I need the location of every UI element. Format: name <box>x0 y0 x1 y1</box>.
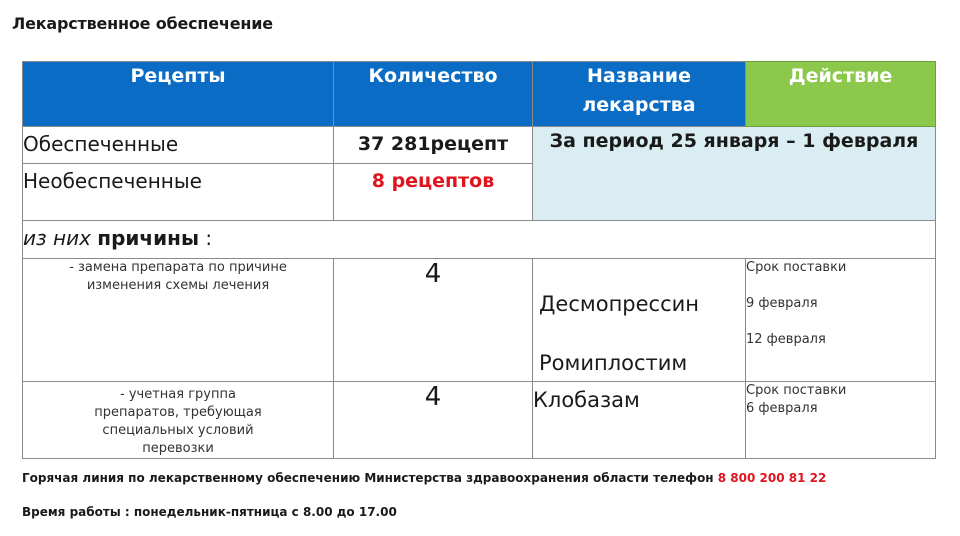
unprovided-label: Необеспеченные <box>23 164 334 221</box>
table-row <box>23 127 936 164</box>
table-row <box>23 259 936 382</box>
reasons-header-row <box>23 221 936 259</box>
working-hours: Время работы : понедельник-пятница с 8.00 до 17.00 <box>22 505 397 519</box>
reasons-header <box>23 221 936 259</box>
drug-name: Ромиплостим <box>539 351 688 375</box>
action-line: Срок поставки <box>746 383 847 398</box>
reason-quantity: 4 <box>334 259 533 382</box>
reasons-bold: причины <box>97 226 200 250</box>
reason-text: - замена препарата по причине изменения схемы лечения <box>23 259 334 382</box>
action-line: Срок поставки <box>746 260 847 275</box>
drug-name: Клобазам <box>533 388 640 412</box>
hotline-text <box>22 471 826 485</box>
period-cell: За период 25 января – 1 февраля <box>533 127 936 221</box>
drug-names <box>533 259 746 382</box>
hotline-phone: 8 800 200 81 22 <box>717 471 827 485</box>
unprovided-count: 8 рецептов <box>334 164 533 221</box>
hotline-label: Горячая линия по лекарственному обеспечению Министерства здравоохранения области телефон <box>22 471 718 485</box>
drug-name: Десмопрессин <box>539 292 700 316</box>
header-row <box>23 62 936 127</box>
provided-label: Обеспеченные <box>23 127 334 164</box>
reason-text: - учетная группа препаратов, требующая специальных условий перевозки <box>23 382 334 459</box>
header-quantity: Количество <box>334 62 533 127</box>
reason-quantity: 4 <box>334 382 533 459</box>
header-drug-name: Название лекарства <box>533 62 746 127</box>
header-action: Действие <box>746 62 936 127</box>
page-title: Лекарственное обеспечение <box>12 14 273 33</box>
drug-names <box>533 382 746 459</box>
action-cell <box>746 259 936 382</box>
provided-count: 37 281рецепт <box>334 127 533 164</box>
prescriptions-table <box>22 61 936 459</box>
table-row <box>23 382 936 459</box>
action-cell <box>746 382 936 459</box>
action-line: 12 февраля <box>746 332 826 347</box>
reasons-prefix: из них <box>23 226 91 250</box>
action-line: 6 февраля <box>746 401 818 416</box>
reasons-suffix: : <box>199 226 213 250</box>
action-line: 9 февраля <box>746 296 818 311</box>
header-prescriptions: Рецепты <box>23 62 334 127</box>
